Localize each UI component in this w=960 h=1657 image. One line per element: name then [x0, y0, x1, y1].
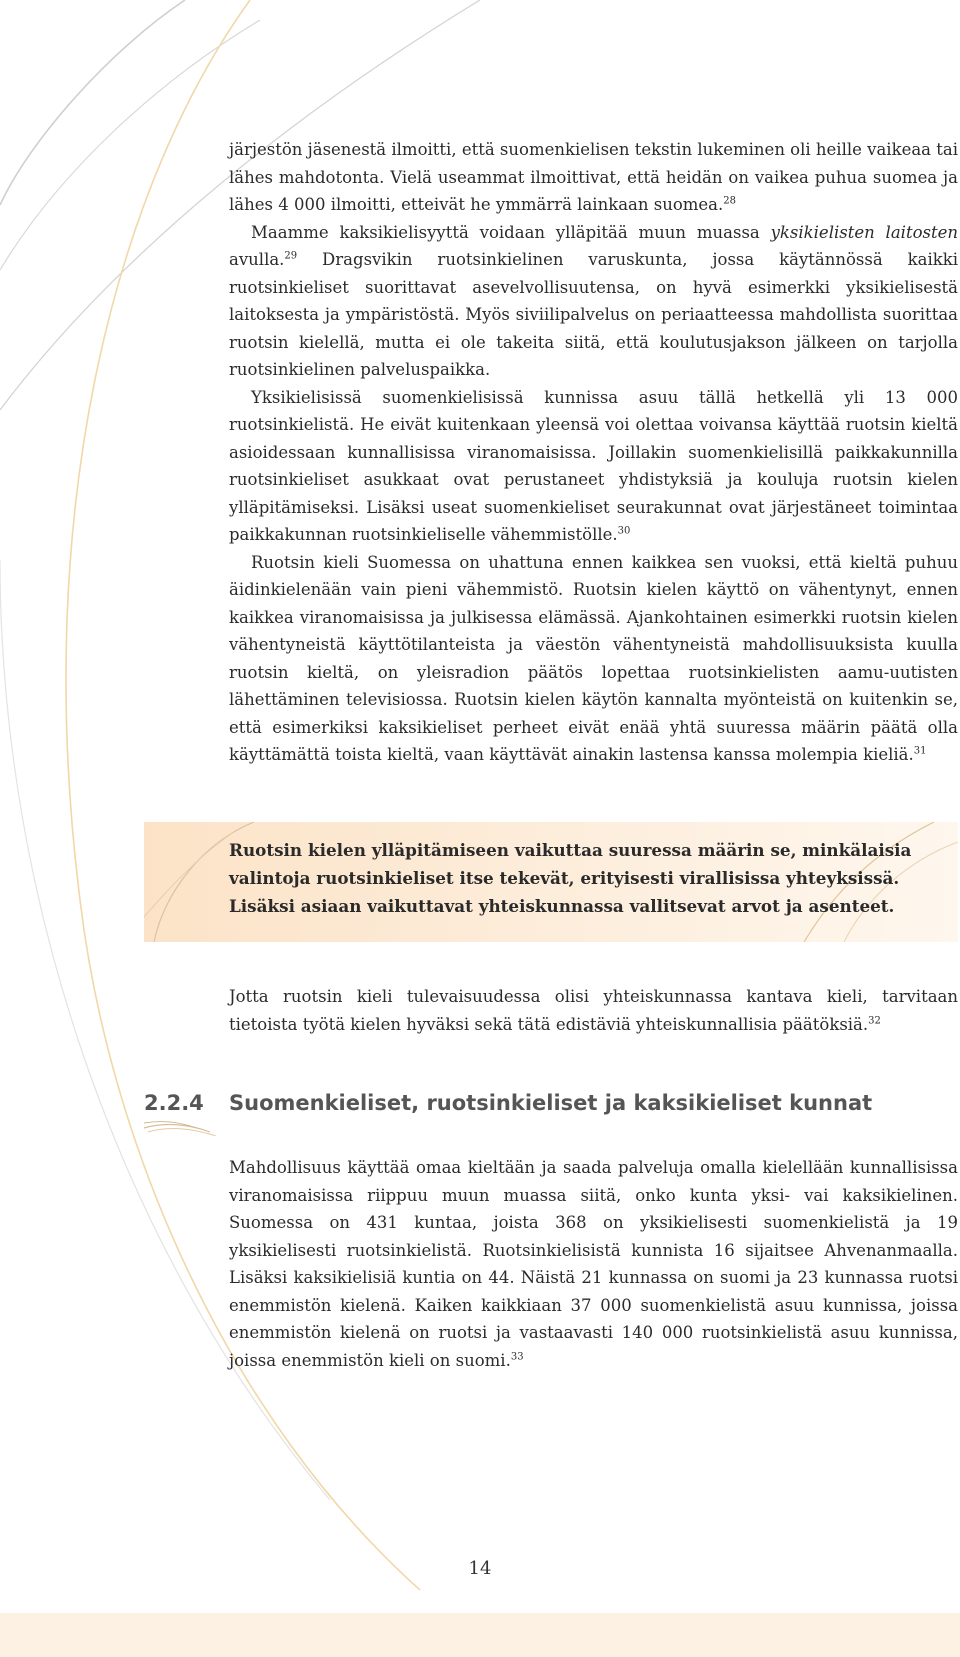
body-text-block-2: [229, 983, 958, 1038]
body-text-block-3: [229, 1154, 958, 1374]
emphasis-text: yksikielisten laitosten: [770, 222, 959, 242]
paragraph: Mahdollisuus käyttää omaa kieltään ja saada palveluja omalla kielellään kunnallisissa viranomaisissa riippuu muun muassa siitä, onko kunta yksi- vai kaksikielinen. Suomessa on 431 kuntaa, joista 368 on yksikielisesti suomenkielistä ja 19 yksikielisesti ruotsinkielistä. Ruotsinkielisistä kunnista 16 sijaitsee Ahvenanmaalla. Lisäksi kaksikielisiä kuntia on 44. Näistä 21 kunnassa on suomi ja 23 kunnassa ruotsi enemmistön kielenä. Kaiken kaikkiaan 37 000 suomenkielistä asuu kunnissa, joissa enemmistön kielenä on ruotsi ja vastaavasti 140 000 ruotsinkielistä asuu kunnissa, joissa enemmistön kieli on suomi.$^{33}$: [229, 1158, 958, 1370]
callout-text: Ruotsin kielen ylläpitämiseen vaikuttaa suuressa määrin se, minkälaisia valintoja ruotsinkieliset itse tekevät, erityisesti virallisissa yhteyksissä. Lisäksi asiaan vaikuttavat yhteiskunnassa vallitsevat arvot ja asenteet.: [229, 840, 912, 916]
body-text-block-1: [229, 136, 958, 769]
footer-band: [0, 1613, 960, 1657]
section-underline-ornament: [144, 1120, 224, 1136]
page-number: 14: [468, 1558, 492, 1579]
paragraph: Jotta ruotsin kieli tulevaisuudessa olisi yhteiskunnassa kantava kieli, tarvitaan tietoista työtä kielen hyväksi sekä tätä edistäviä yhteiskunnallisia päätöksiä.$^{32}$: [229, 987, 958, 1034]
footnote-ref[interactable]: 32: [868, 1015, 881, 1026]
footnote-ref[interactable]: 29: [284, 250, 298, 262]
paragraph: Maamme kaksikielisyyttä voidaan ylläpitää muun muassa yksikielisten laitosten avulla.$^{29}$ Dragsvikin ruotsinkielinen varuskunta, jossa käytännössä kaikki ruotsinkieliset suorittavat asevelvollisuutensa, on hyvä esimerkki yksikielisestä laitoksesta ja ympäristöstä. Myös siviilipalvelus on periaatteessa mahdollista suorittaa ruotsin kielellä, mutta ei ole takeita siitä, että koulutusjakson jälkeen on tarjolla ruotsinkielinen palveluspaikka.: [229, 222, 959, 379]
paragraph: järjestön jäsenestä ilmoitti, että suomenkielisen tekstin lukeminen oli heille vaikeaa tai lähes mahdotonta. Vielä useammat ilmoittivat, että heidän on vaikea puhua suomea ja lähes 4 000 ilmoitti, etteivät he ymmärrä lainkaan suomea.$^{28}$: [229, 140, 959, 214]
footnote-ref[interactable]: 31: [913, 745, 927, 757]
paragraph: Yksikielisissä suomenkielisissä kunnissa asuu tällä hetkellä yli 13 000 ruotsinkielistä. He eivät kuitenkaan yleensä voi olettaa voivansa käyttää ruotsin kieltä asioidessaan kunnallisissa viranomaisissa. Joillakin suomenkielisillä paikkakunnilla ruotsinkieliset asukkaat ovat perustaneet yhdistyksiä ja kouluja ruotsin kielen ylläpitämiseksi. Lisäksi useat suomenkieliset seurakunnat ovat järjestäneet toimintaa paikkakunnan ruotsinkieliselle vähemmistölle.$^{30}$: [229, 387, 958, 544]
footnote-ref[interactable]: 28: [723, 195, 737, 207]
section-heading: [144, 1091, 958, 1115]
section-number: 2.2.4: [144, 1091, 204, 1115]
section-title: Suomenkieliset, ruotsinkieliset ja kaksikieliset kunnat: [229, 1091, 873, 1115]
paragraph: Ruotsin kieli Suomessa on uhattuna ennen kaikkea sen vuoksi, että kieltä puhuu äidinkielenään vain pieni vähemmistö. Ruotsin kielen käyttö on vähentynyt, ennen kaikkea viranomaisissa ja julkisessa elämässä. Ajankohtainen esimerkki ruotsin kielen vähentyneistä käyttötilanteista ja väestön vähentyneistä mahdollisuuksista kuulla ruotsin kieltä, on yleisradion päätös lopettaa ruotsinkielisten aamu-uutisten lähettäminen televisiossa. Ruotsin kielen käytön kannalta myönteistä on kuitenkin se, että esimerkiksi kaksikieliset perheet eivät enää yhtä suuressa määrin päätä olla käyttämättä toista kieltä, vaan käyttävät ainakin lastensa kanssa molempia kieliä.$^{31}$: [229, 552, 958, 764]
footnote-ref[interactable]: 33: [510, 1351, 524, 1362]
footnote-ref[interactable]: 30: [617, 525, 631, 537]
highlight-callout-box: [144, 822, 958, 942]
